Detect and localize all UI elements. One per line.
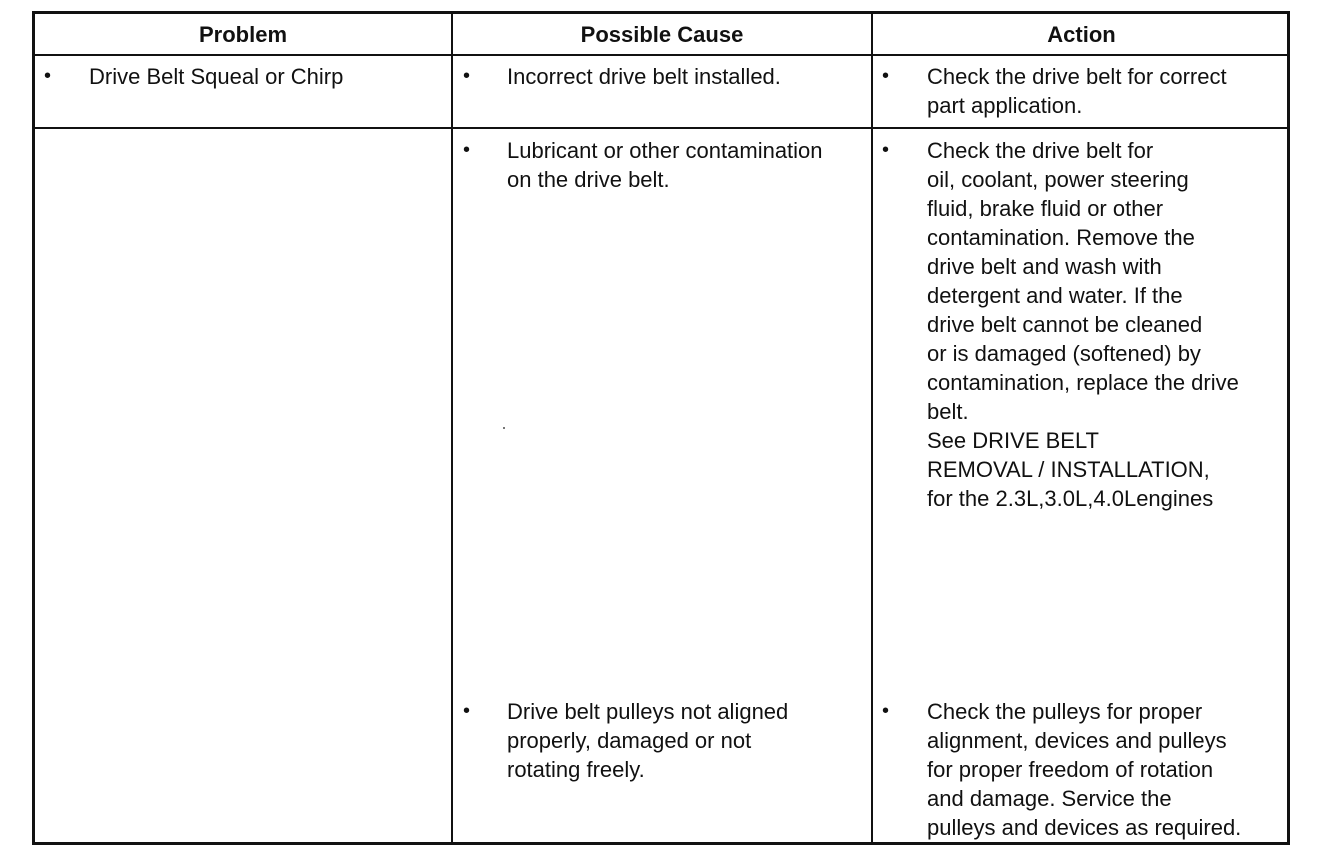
action-check-contamination: Check the drive belt for oil, coolant, power steering fluid, brake fluid or other contamination. Remove the drive belt and wash with detergent and water. If the drive belt cannot be cleaned or is damaged (softened) by contamination, replace the drive belt. See DRIVE BELT REMOVAL / INSTALLATION, xyxy=(927,138,1239,482)
engines-suffix: engines xyxy=(1136,486,1214,511)
for-the-text: for the xyxy=(927,486,996,511)
header-possible-cause: Possible Cause xyxy=(580,22,744,47)
bullet-icon: • xyxy=(463,700,471,722)
engine-spec-line xyxy=(927,484,1213,513)
engine-4-0l: 4.0L xyxy=(1093,486,1137,511)
action-check-pulleys: Check the pulleys for proper alignment, devices and pulleys for proper freedom of rotation and damage. Service the pulleys and devices as required. xyxy=(927,699,1242,840)
cause-contamination: Lubricant or other contamination on the drive belt. xyxy=(507,138,823,192)
bullet-icon: • xyxy=(882,700,890,722)
action-check-part: Check the drive belt for correct part application. xyxy=(927,64,1227,118)
bullet-icon: • xyxy=(882,139,890,161)
header-problem: Problem xyxy=(198,22,288,47)
bullet-icon: • xyxy=(882,65,890,87)
bullet-icon: • xyxy=(463,65,471,87)
row-divider xyxy=(35,127,1287,129)
column-divider-1 xyxy=(451,14,453,842)
engine-3-0l: 3.0L, xyxy=(1044,486,1094,511)
engine-2-3l: 2.3L, xyxy=(995,486,1045,511)
problem-text: Drive Belt Squeal or Chirp xyxy=(89,64,344,89)
bullet-icon: • xyxy=(44,65,52,87)
header-action: Action xyxy=(1047,22,1116,47)
column-divider-2 xyxy=(871,14,873,842)
cause-incorrect-belt: Incorrect drive belt installed. xyxy=(507,64,781,89)
cause-pulley-alignment: Drive belt pulleys not aligned properly, damaged or not rotating freely. xyxy=(507,699,789,782)
bullet-icon: • xyxy=(463,139,471,161)
scan-speck xyxy=(503,427,505,429)
header-divider xyxy=(35,54,1287,56)
